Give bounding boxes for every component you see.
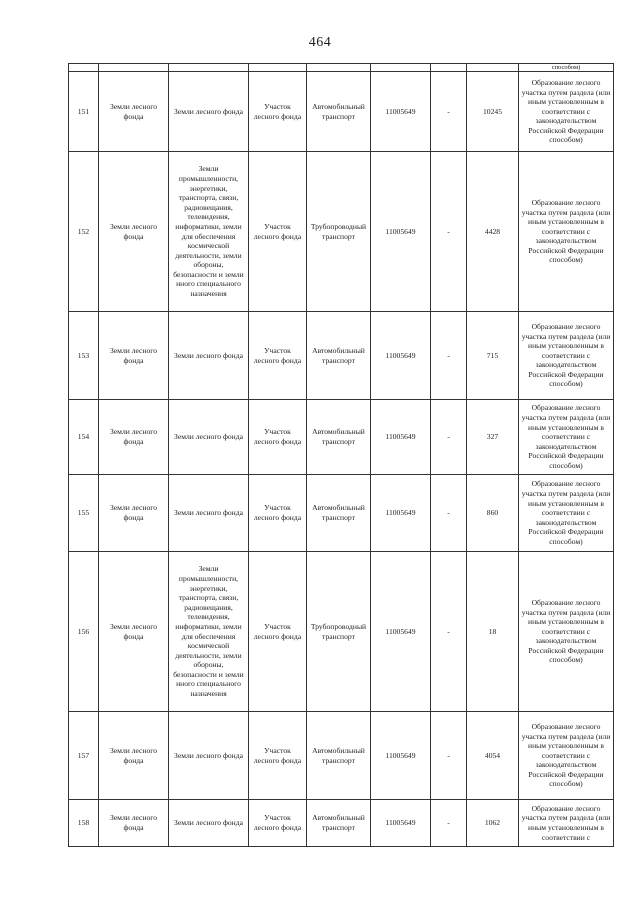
table-row bbox=[69, 152, 614, 312]
table-cell-note: Образование лесного участка путем раздела (или иным установленным в соответствии с законодательством Российской Федерации способом) bbox=[519, 475, 614, 552]
table-cell-code: 11005649 bbox=[371, 800, 431, 847]
table-cell-area: 10245 bbox=[467, 72, 519, 152]
table-cell-empty bbox=[169, 64, 249, 72]
table-cell-num: 152 bbox=[69, 152, 99, 312]
table-cell-dash: - bbox=[431, 312, 467, 400]
table-cell-empty bbox=[371, 64, 431, 72]
table-cell-num: 151 bbox=[69, 72, 99, 152]
table-cell-plot-type: Участок лесного фонда bbox=[249, 552, 307, 712]
page-number: 464 bbox=[308, 35, 332, 50]
land-plots-table bbox=[68, 63, 614, 847]
table-cell-note: Образование лесного участка путем раздела (или иным установленным в соответствии с законодательством Российской Федерации способом) bbox=[519, 552, 614, 712]
table-cell-category: Земли лесного фонда bbox=[99, 312, 169, 400]
table-cell-dash: - bbox=[431, 552, 467, 712]
table-cell-purpose: Автомобильный транспорт bbox=[307, 400, 371, 475]
table-cell-land-use: Земли лесного фонда bbox=[169, 400, 249, 475]
table-cell-num: 154 bbox=[69, 400, 99, 475]
table-cell-num: 155 bbox=[69, 475, 99, 552]
table-row bbox=[69, 312, 614, 400]
table-cell-dash: - bbox=[431, 72, 467, 152]
table-cell-plot-type: Участок лесного фонда bbox=[249, 400, 307, 475]
table-cell-category: Земли лесного фонда bbox=[99, 475, 169, 552]
table-cell-land-use: Земли лесного фонда bbox=[169, 800, 249, 847]
table-cell-land-use: Земли лесного фонда bbox=[169, 72, 249, 152]
table-cell-note: способом) bbox=[519, 64, 614, 72]
table-cell-area: 1062 bbox=[467, 800, 519, 847]
table-cell-empty bbox=[249, 64, 307, 72]
table-row bbox=[69, 552, 614, 712]
table-cell-dash: - bbox=[431, 712, 467, 800]
table-cell-code: 11005649 bbox=[371, 552, 431, 712]
table-cell-land-use: Земли лесного фонда bbox=[169, 312, 249, 400]
table-cell-dash: - bbox=[431, 400, 467, 475]
table-cell-category: Земли лесного фонда bbox=[99, 400, 169, 475]
table-cell-category: Земли лесного фонда bbox=[99, 72, 169, 152]
table-cell-num: 158 bbox=[69, 800, 99, 847]
table-cell-area: 860 bbox=[467, 475, 519, 552]
table-cell-code: 11005649 bbox=[371, 312, 431, 400]
table-cell-dash: - bbox=[431, 152, 467, 312]
table-cell-num: 157 bbox=[69, 712, 99, 800]
table-cell-category: Земли лесного фонда bbox=[99, 552, 169, 712]
table-cell-purpose: Автомобильный транспорт bbox=[307, 475, 371, 552]
table-row bbox=[69, 72, 614, 152]
table-cell-note: Образование лесного участка путем раздела (или иным установленным в соответствии с законодательством Российской Федерации способом) bbox=[519, 712, 614, 800]
table-cell-purpose: Автомобильный транспорт bbox=[307, 800, 371, 847]
table-cell-purpose: Трубопроводный транспорт bbox=[307, 152, 371, 312]
table-cell-purpose: Автомобильный транспорт bbox=[307, 712, 371, 800]
table-cell-category: Земли лесного фонда bbox=[99, 800, 169, 847]
table-cell-plot-type: Участок лесного фонда bbox=[249, 312, 307, 400]
table-cell-num: 153 bbox=[69, 312, 99, 400]
table-cell-empty bbox=[99, 64, 169, 72]
table-cell-empty bbox=[69, 64, 99, 72]
table-cell-purpose: Трубопроводный транспорт bbox=[307, 552, 371, 712]
table-cell-land-use: Земли лесного фонда bbox=[169, 475, 249, 552]
table-cell-note: Образование лесного участка путем раздела (или иным установленным в соответствии с законодательством Российской Федерации способом) bbox=[519, 152, 614, 312]
table-row bbox=[69, 800, 614, 847]
table-cell-num: 156 bbox=[69, 552, 99, 712]
table-cell-area: 715 bbox=[467, 312, 519, 400]
table-cell-empty bbox=[307, 64, 371, 72]
table-cell-area: 18 bbox=[467, 552, 519, 712]
table-cell-note: Образование лесного участка путем раздела (или иным установленным в соответствии с законодательством Российской Федерации способом) bbox=[519, 72, 614, 152]
table-cell-area: 4054 bbox=[467, 712, 519, 800]
table-row bbox=[69, 475, 614, 552]
table-cell-category: Земли лесного фонда bbox=[99, 712, 169, 800]
table-cell-note: Образование лесного участка путем раздела (или иным установленным в соответствии с законодательством Российской Федерации способом) bbox=[519, 312, 614, 400]
table-cell-plot-type: Участок лесного фонда bbox=[249, 72, 307, 152]
table-cell-dash: - bbox=[431, 475, 467, 552]
table-cell-purpose: Автомобильный транспорт bbox=[307, 72, 371, 152]
table-cell-code: 11005649 bbox=[371, 712, 431, 800]
table-cell-note: Образование лесного участка путем раздела (или иным установленным в соответствии с bbox=[519, 800, 614, 847]
table-row-continuation bbox=[69, 64, 614, 72]
table-cell-empty bbox=[467, 64, 519, 72]
table-cell-plot-type: Участок лесного фонда bbox=[249, 152, 307, 312]
table-cell-code: 11005649 bbox=[371, 475, 431, 552]
table-cell-land-use: Земли лесного фонда bbox=[169, 712, 249, 800]
table-row bbox=[69, 400, 614, 475]
table-cell-empty bbox=[431, 64, 467, 72]
table-row bbox=[69, 712, 614, 800]
table-cell-dash: - bbox=[431, 800, 467, 847]
table-cell-code: 11005649 bbox=[371, 152, 431, 312]
table-cell-code: 11005649 bbox=[371, 72, 431, 152]
table-cell-land-use: Земли промышленности, энергетики, транспорта, связи, радиовещания, телевидения, информатики, земли для обеспечения космической деятельности, земли обороны, безопасности и земли иного специального назначения bbox=[169, 552, 249, 712]
table-cell-area: 327 bbox=[467, 400, 519, 475]
table-cell-category: Земли лесного фонда bbox=[99, 152, 169, 312]
table-cell-area: 4428 bbox=[467, 152, 519, 312]
table-cell-note: Образование лесного участка путем раздела (или иным установленным в соответствии с законодательством Российской Федерации способом) bbox=[519, 400, 614, 475]
table-cell-plot-type: Участок лесного фонда bbox=[249, 475, 307, 552]
table-cell-plot-type: Участок лесного фонда bbox=[249, 800, 307, 847]
table-cell-land-use: Земли промышленности, энергетики, транспорта, связи, радиовещания, телевидения, информатики, земли для обеспечения космической деятельности, земли обороны, безопасности и земли иного специального назначения bbox=[169, 152, 249, 312]
table-cell-plot-type: Участок лесного фонда bbox=[249, 712, 307, 800]
table-cell-code: 11005649 bbox=[371, 400, 431, 475]
table-cell-purpose: Автомобильный транспорт bbox=[307, 312, 371, 400]
